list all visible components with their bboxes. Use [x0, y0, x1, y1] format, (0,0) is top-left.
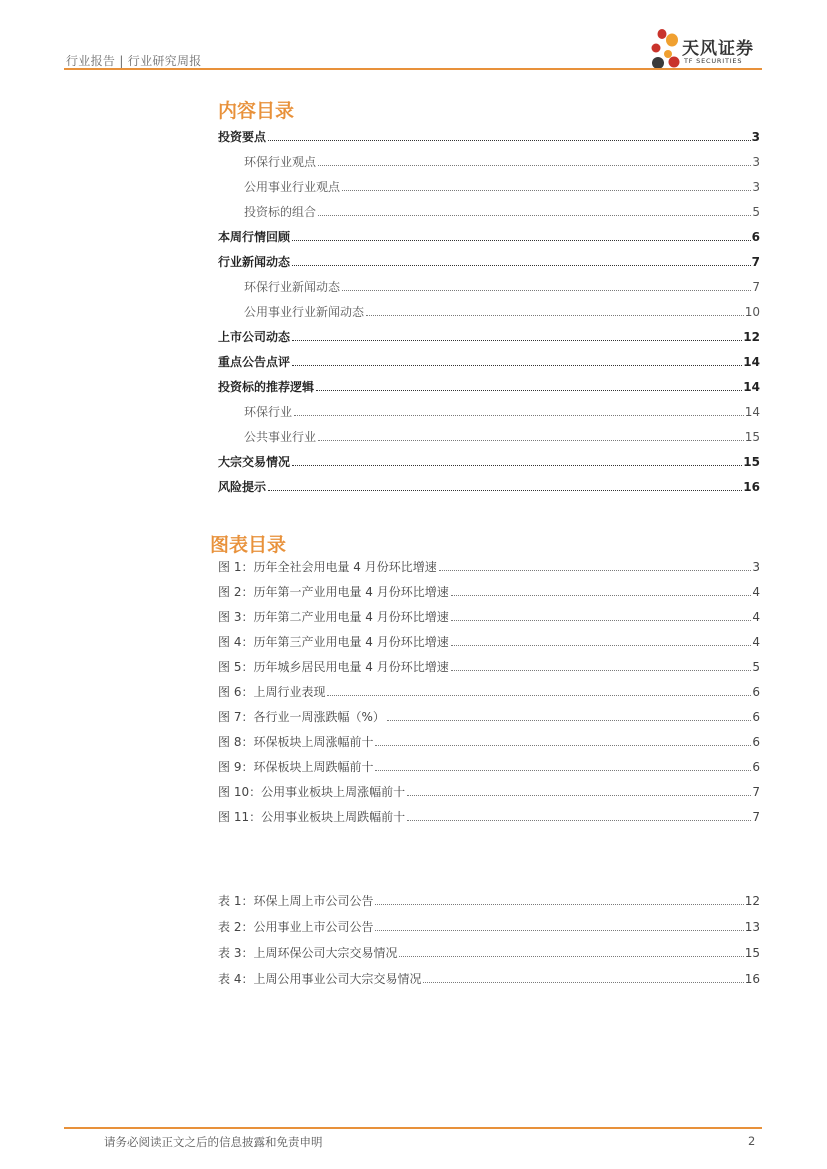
dot-leader [292, 364, 742, 366]
figure-entry[interactable] [218, 733, 760, 749]
dot-leader [407, 794, 751, 796]
toc-entry-title: 环保行业新闻动态 [244, 280, 341, 294]
toc-entry-title: 行业新闻动态 [218, 255, 291, 269]
dot-leader [451, 669, 752, 671]
toc-entry[interactable] [218, 253, 760, 269]
figure-entry-page: 6 [752, 685, 760, 699]
figure-entry[interactable] [218, 633, 760, 649]
toc-entry-page: 7 [751, 255, 760, 269]
figure-entry-page: 4 [752, 585, 760, 599]
figure-entry-page: 6 [752, 710, 760, 724]
dot-leader [294, 414, 744, 416]
toc-entry-title: 环保行业 [244, 405, 293, 419]
header-divider [64, 68, 762, 70]
table-entry-page: 12 [744, 894, 760, 908]
table-entry[interactable] [218, 918, 760, 934]
figures-title: 图表目录 [210, 534, 287, 556]
figure-entry-title: 图 6：上周行业表现 [218, 685, 326, 699]
toc-entry[interactable] [218, 353, 760, 369]
logo-chinese-name: 天风证券 [682, 39, 754, 59]
figure-entry-page: 4 [752, 610, 760, 624]
figure-entry-title: 图 3：历年第二产业用电量 4 月份环比增速 [218, 610, 449, 624]
table-entry-page: 16 [744, 972, 760, 986]
toc-entry-page: 15 [743, 455, 760, 469]
figure-entry[interactable] [218, 783, 760, 799]
toc-entry[interactable] [218, 378, 760, 394]
toc-entry[interactable] [244, 403, 760, 419]
figure-entry-page: 7 [752, 810, 760, 824]
toc-entry[interactable] [218, 328, 760, 344]
dot-leader [342, 289, 751, 291]
toc-entry-page: 5 [752, 205, 760, 219]
dot-leader [375, 903, 743, 905]
dot-leader [292, 339, 742, 341]
toc-entry-page: 12 [743, 330, 760, 344]
dot-leader [292, 464, 742, 466]
toc-entry-title: 投资标的组合 [244, 205, 317, 219]
figure-entry-page: 6 [752, 735, 760, 749]
dot-leader [318, 439, 744, 441]
figure-entry-title: 图 11：公用事业板块上周跌幅前十 [218, 810, 406, 824]
toc-entry-title: 公用事业行业新闻动态 [244, 305, 365, 319]
toc-entry[interactable] [244, 153, 760, 169]
figure-entry[interactable] [218, 608, 760, 624]
toc-entry-page: 6 [751, 230, 760, 244]
dot-leader [375, 744, 751, 746]
figure-entry-title: 图 7：各行业一周涨跌幅（%） [218, 710, 385, 724]
toc-entry[interactable] [244, 428, 760, 444]
toc-entry-page: 3 [751, 130, 760, 144]
dot-leader [451, 644, 752, 646]
figure-entry-title: 图 4：历年第三产业用电量 4 月份环比增速 [218, 635, 449, 649]
table-entry[interactable] [218, 970, 760, 986]
toc-entry[interactable] [218, 453, 760, 469]
toc-entry-page: 7 [752, 280, 760, 294]
toc-entry-page: 15 [744, 430, 760, 444]
dot-leader [292, 264, 751, 266]
dot-leader [375, 769, 751, 771]
toc-entry[interactable] [244, 278, 760, 294]
dot-leader [318, 164, 751, 166]
toc-entry-title: 大宗交易情况 [218, 455, 291, 469]
figure-entry[interactable] [218, 583, 760, 599]
table-entry-title: 表 1：环保上周上市公司公告 [218, 894, 374, 908]
dot-leader [268, 139, 751, 141]
dot-leader [407, 819, 751, 821]
table-entry[interactable] [218, 892, 760, 908]
dot-leader [451, 619, 752, 621]
figure-entry-title: 图 8：环保板块上周涨幅前十 [218, 735, 374, 749]
toc-entry-title: 公用事业行业观点 [244, 180, 341, 194]
toc-entry[interactable] [244, 178, 760, 194]
table-entry-title: 表 2：公用事业上市公司公告 [218, 920, 374, 934]
dot-leader [268, 489, 742, 491]
toc-entry[interactable] [244, 203, 760, 219]
toc-entry[interactable] [244, 303, 760, 319]
toc-entry-title: 公共事业行业 [244, 430, 317, 444]
toc-entry[interactable] [218, 478, 760, 494]
figure-entry[interactable] [218, 658, 760, 674]
figure-entry-title: 图 10：公用事业板块上周涨幅前十 [218, 785, 406, 799]
figure-entry-title: 图 2：历年第一产业用电量 4 月份环比增速 [218, 585, 449, 599]
toc-entry[interactable] [218, 228, 760, 244]
dot-leader [292, 239, 751, 241]
dot-leader [327, 694, 751, 696]
figure-entry[interactable] [218, 808, 760, 824]
figure-entry[interactable] [218, 683, 760, 699]
toc-entry-page: 10 [744, 305, 760, 319]
page-number: 2 [748, 1134, 756, 1148]
toc-entry-title: 投资要点 [218, 130, 267, 144]
dot-leader [423, 981, 743, 983]
table-entry-page: 15 [744, 946, 760, 960]
dot-leader [387, 719, 752, 721]
figure-entry-title: 图 1：历年全社会用电量 4 月份环比增速 [218, 560, 437, 574]
dot-leader [316, 389, 742, 391]
figure-entry-page: 5 [752, 660, 760, 674]
dot-leader [399, 955, 743, 957]
figure-entry-title: 图 9：环保板块上周跌幅前十 [218, 760, 374, 774]
toc-entry-title: 风险提示 [218, 480, 267, 494]
toc-entry-title: 重点公告点评 [218, 355, 291, 369]
figure-entry-page: 6 [752, 760, 760, 774]
toc-entry-page: 16 [743, 480, 760, 494]
toc-entry-page: 14 [743, 380, 760, 394]
footer-divider [64, 1127, 762, 1129]
dot-leader [375, 929, 743, 931]
figure-entry-page: 3 [752, 560, 760, 574]
tf-securities-logo [648, 26, 768, 72]
toc-entry-title: 投资标的推荐逻辑 [218, 380, 315, 394]
figure-entry-page: 7 [752, 785, 760, 799]
toc-entry[interactable] [218, 128, 760, 144]
report-category-label: 行业报告 | 行业研究周报 [66, 54, 202, 68]
toc-entry-page: 14 [744, 405, 760, 419]
toc-entry-page: 3 [752, 155, 760, 169]
toc-title: 内容目录 [218, 100, 295, 122]
disclaimer-text: 请务必阅读正文之后的信息披露和免责申明 [104, 1135, 323, 1149]
toc-entry-title: 上市公司动态 [218, 330, 291, 344]
dot-leader [318, 214, 751, 216]
table-entry-page: 13 [744, 920, 760, 934]
figure-entry-page: 4 [752, 635, 760, 649]
table-entry[interactable] [218, 944, 760, 960]
dot-leader [366, 314, 744, 316]
dot-leader [451, 594, 752, 596]
logo-english-name: TF SECURITIES [684, 57, 743, 65]
dot-leader [342, 189, 751, 191]
table-entry-title: 表 3：上周环保公司大宗交易情况 [218, 946, 398, 960]
figure-entry[interactable] [218, 558, 760, 574]
toc-entry-page: 3 [752, 180, 760, 194]
figure-entry-title: 图 5：历年城乡居民用电量 4 月份环比增速 [218, 660, 449, 674]
figure-entry[interactable] [218, 708, 760, 724]
toc-entry-page: 14 [743, 355, 760, 369]
dot-leader [439, 569, 752, 571]
toc-entry-title: 本周行情回顾 [218, 230, 291, 244]
table-entry-title: 表 4：上周公用事业公司大宗交易情况 [218, 972, 422, 986]
figure-entry[interactable] [218, 758, 760, 774]
toc-entry-title: 环保行业观点 [244, 155, 317, 169]
